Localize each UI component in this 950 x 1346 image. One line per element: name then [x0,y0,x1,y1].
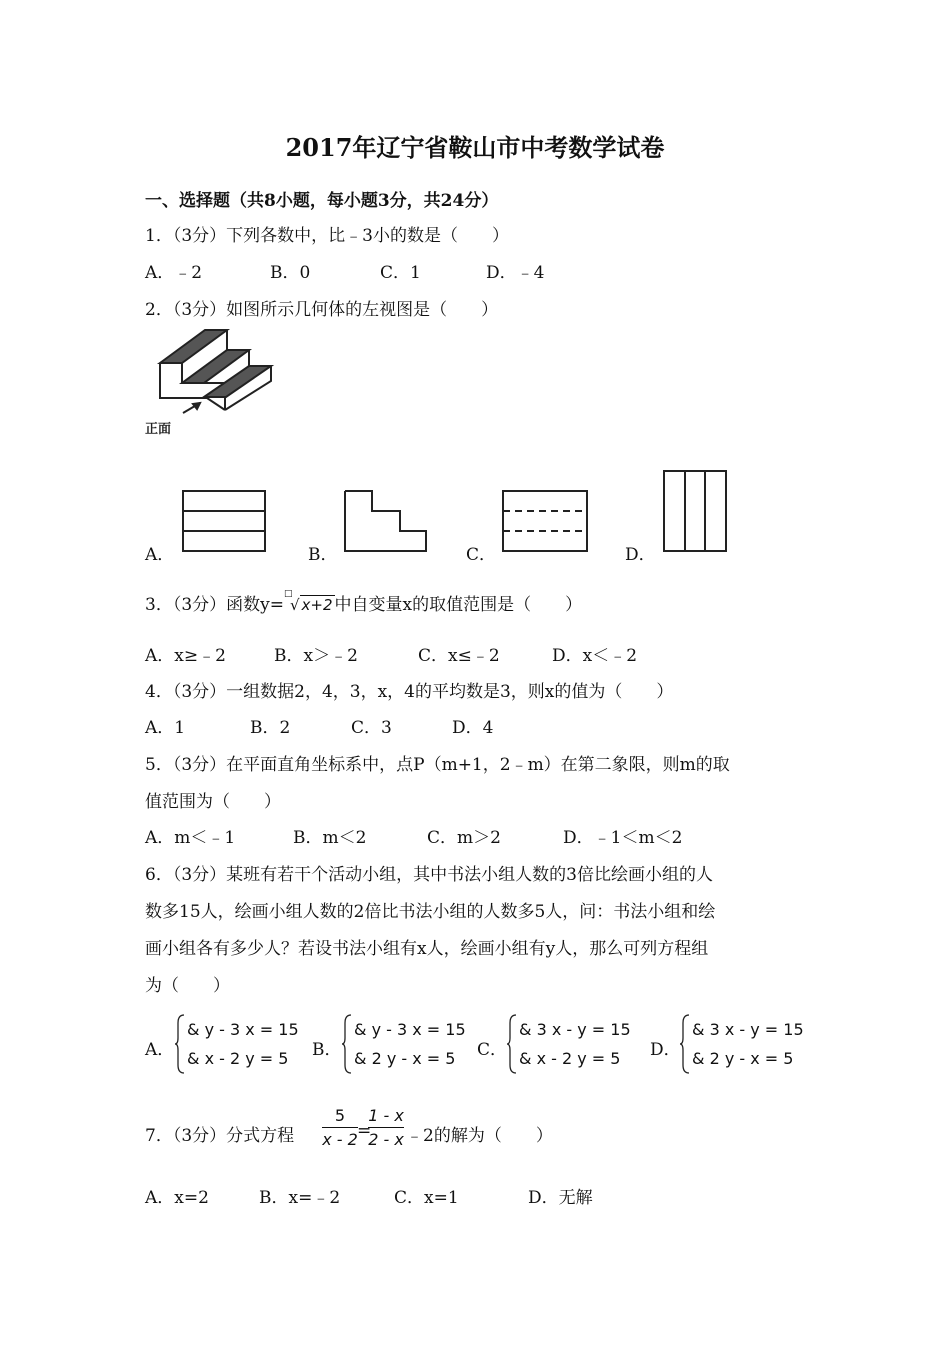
q7-equals: = [357,1121,372,1141]
q3-radical-index: □ [283,589,293,599]
page-title: 2017年辽宁省鞍山市中考数学试卷 [285,133,665,162]
q6-option-a-eq1: & y - 3 x = 15 [187,1020,299,1039]
section-heading: 一、选择题（共8小题，每小题3分，共24分） [145,191,499,211]
q2-front-label: 正面 [145,422,172,437]
q6-option-d[interactable]: D． [650,1040,681,1060]
q2-option-a-label[interactable]: A． [145,545,175,565]
q2-option-a-figure[interactable] [180,488,268,554]
q2-option-d-label[interactable]: D． [625,545,656,565]
q7-stem-before: 7．（3分）分式方程 [145,1126,295,1146]
q3-radicand: x+2 [301,596,333,614]
q6-option-d-brace [679,1013,691,1075]
q7-fraction-1-denominator: x - 2 [322,1130,358,1149]
q6-option-a-eq2: & x - 2 y = 5 [187,1049,289,1068]
q7-option-a[interactable]: A．x=2 [145,1188,209,1208]
q5-option-c[interactable]: C．m＞2 [427,828,501,848]
q5-option-d[interactable]: D．﹣1＜m＜2 [563,828,683,848]
q2-option-c-figure[interactable] [500,488,590,554]
q2-option-b-figure[interactable] [342,488,430,554]
q6-option-d-eq2: & 2 y - x = 5 [692,1049,794,1068]
q3-option-c[interactable]: C．x≤﹣2 [418,646,500,666]
q6-option-b-eq2: & 2 y - x = 5 [354,1049,456,1068]
q6-option-a-brace [174,1013,186,1075]
q6-option-b-eq1: & y - 3 x = 15 [354,1020,466,1039]
q1-option-b[interactable]: B．0 [270,263,311,283]
q6-stem-line3: 画小组各有多少人？若设书法小组有x人，绘画小组有y人，那么可列方程组 [145,939,709,959]
q6-option-d-eq1: & 3 x - y = 15 [692,1020,804,1039]
q2-option-d-figure[interactable] [661,468,729,554]
q5-stem-line1: 5．（3分）在平面直角坐标系中，点P（m+1，2﹣m）在第二象限，则m的取 [145,755,730,775]
q3-radical: □ √ x+2 [283,589,333,614]
q6-option-c-eq2: & x - 2 y = 5 [519,1049,621,1068]
q5-stem-line2: 值范围为（ ） [145,792,281,812]
q4-stem: 4．（3分）一组数据2，4，3，x，4的平均数是3，则x的值为（ ） [145,682,674,702]
q3-option-a[interactable]: A．x≥﹣2 [145,646,226,666]
q7-option-d[interactable]: D．无解 [528,1188,593,1208]
q2-option-b-label[interactable]: B． [308,545,338,565]
q7-fraction-2 [368,1106,404,1149]
q6-option-b-brace [341,1013,353,1075]
q4-option-c[interactable]: C．3 [351,718,392,738]
q3-stem-after: 中自变量x的取值范围是（ ） [334,595,583,615]
q6-option-c[interactable]: C． [477,1040,508,1060]
q7-fraction-1-numerator: 5 [334,1106,346,1125]
q3-option-d[interactable]: D．x＜﹣2 [552,646,638,666]
q6-stem-line1: 6．（3分）某班有若干个活动小组，其中书法小组人数的3倍比绘画小组的人 [145,865,713,885]
q1-stem: 1．（3分）下列各数中，比﹣3小的数是（ ） [145,226,509,246]
q6-option-a[interactable]: A． [145,1040,175,1060]
q1-option-d[interactable]: D．﹣4 [486,263,545,283]
q2-solid-figure [145,325,285,440]
q6-stem-line4: 为（ ） [145,976,230,996]
q2-option-c-label[interactable]: C． [466,545,497,565]
q7-option-c[interactable]: C．x=1 [394,1188,459,1208]
q7-fraction-2-denominator: 2 - x [368,1130,404,1149]
q7-stem-after: ﹣2的解为（ ） [406,1126,553,1146]
q7-fraction-1 [322,1106,358,1149]
q1-option-c[interactable]: C．1 [380,263,421,283]
q4-option-d[interactable]: D．4 [452,718,494,738]
q4-option-a[interactable]: A．1 [145,718,186,738]
q4-option-b[interactable]: B．2 [250,718,291,738]
q3-stem [145,590,582,615]
q7-option-b[interactable]: B．x=﹣2 [259,1188,341,1208]
q2-stem: 2．（3分）如图所示几何体的左视图是（ ） [145,300,499,320]
q5-option-b[interactable]: B．m＜2 [293,828,367,848]
q6-option-c-brace [506,1013,518,1075]
q6-stem-line2: 数多15人，绘画小组人数的2倍比书法小组的人数多5人，问：书法小组和绘 [145,902,716,922]
q7-fraction-2-numerator: 1 - x [368,1106,404,1125]
q6-option-c-eq1: & 3 x - y = 15 [519,1020,631,1039]
q3-stem-before: 3．（3分）函数y= [145,595,284,615]
q6-option-b[interactable]: B． [312,1040,342,1060]
q5-option-a[interactable]: A．m＜﹣1 [145,828,236,848]
q3-option-b[interactable]: B．x＞﹣2 [274,646,358,666]
q1-option-a[interactable]: A．﹣2 [145,263,203,283]
